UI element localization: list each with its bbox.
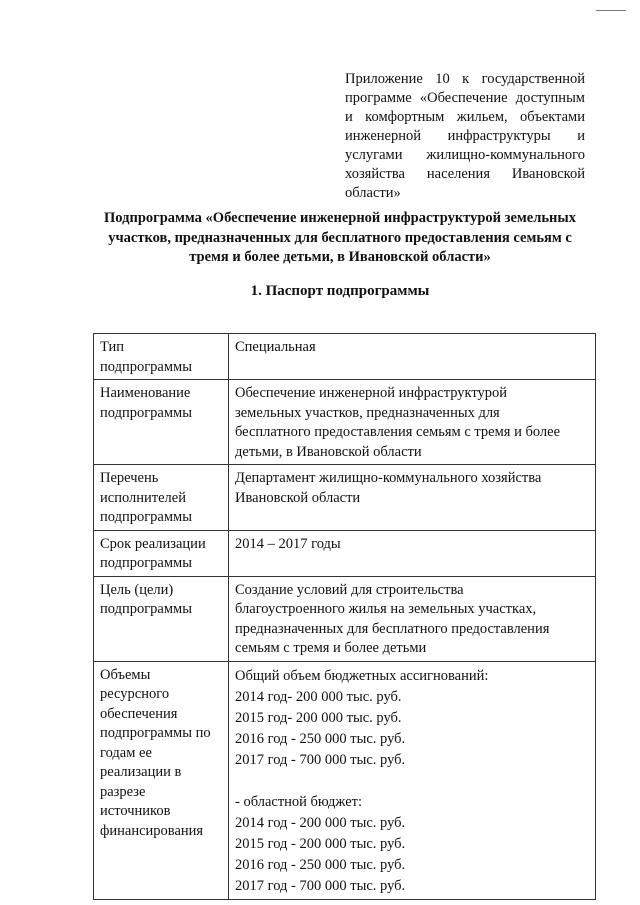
appendix-line: Приложение 10 к государственной — [345, 71, 585, 87]
row-label: Объемы ресурсного обеспечения подпрограммы по годам ее реализации в разрезе источников финансирования — [94, 661, 229, 899]
title-line: Подпрограмма «Обеспечение инженерной инфраструктурой земельных — [104, 210, 576, 226]
appendix-line: и комфортным жильем, объектами — [345, 109, 585, 125]
regional-heading: - областной бюджет: — [235, 793, 363, 810]
appendix-line: хозяйства населения Ивановской — [345, 166, 585, 182]
table-row — [94, 465, 596, 531]
section-heading: 1. Паспорт подпрограммы — [250, 283, 430, 299]
row-value: Обеспечение инженерной инфраструктурой земельных участков, предназначенных для бесплатного предоставления семьям с тремя и более детьми, в Ивановской области — [229, 380, 596, 465]
scan-artifact — [596, 10, 626, 11]
table-row — [94, 380, 596, 465]
row-value: Специальная — [229, 334, 596, 380]
row-value: Департамент жилищно-коммунального хозяйства Ивановской области — [229, 465, 596, 531]
regional-item: 2017 год - 700 000 тыс. руб. — [235, 877, 406, 894]
appendix-line: услугами жилищно-коммунального — [345, 147, 585, 163]
total-item: 2015 год- 200 000 тыс. руб. — [235, 709, 402, 726]
passport-table — [93, 333, 596, 900]
appendix-line: области» — [345, 185, 401, 201]
title-line: тремя и более детьми, в Ивановской области» — [189, 249, 491, 265]
row-value: Создание условий для строительства благоустроенного жилья на земельных участках, предназначенных для бесплатного предоставления семьям с тремя и более детьми — [229, 576, 596, 661]
total-item: 2017 год - 700 000 тыс. руб. — [235, 751, 406, 768]
appendix-line: программе «Обеспечение доступным — [345, 90, 585, 106]
regional-item: 2014 год - 200 000 тыс. руб. — [235, 814, 406, 831]
row-value: 2014 – 2017 годы — [229, 530, 596, 576]
table-row — [94, 530, 596, 576]
row-label: Цель (цели) подпрограммы — [94, 576, 229, 661]
appendix-note — [345, 70, 585, 203]
title-line: участков, предназначенных для бесплатного предоставления семьям с — [108, 229, 572, 246]
row-label: Перечень исполнителей подпрограммы — [94, 465, 229, 531]
total-item: 2014 год- 200 000 тыс. руб. — [235, 688, 402, 705]
regional-item: 2016 год - 250 000 тыс. руб. — [235, 856, 406, 873]
table-row — [94, 576, 596, 661]
appendix-line: инженерной инфраструктуры и — [345, 128, 585, 144]
subprogram-title — [80, 209, 600, 268]
total-item: 2016 год - 250 000 тыс. руб. — [235, 730, 406, 747]
row-label: Наименование подпрограммы — [94, 380, 229, 465]
table-row-funding — [94, 661, 596, 899]
row-label: Срок реализации подпрограммы — [94, 530, 229, 576]
funding-value — [229, 661, 596, 899]
row-label: Тип подпрограммы — [94, 334, 229, 380]
table-row — [94, 334, 596, 380]
total-heading: Общий объем бюджетных ассигнований: — [235, 667, 489, 684]
regional-item: 2015 год - 200 000 тыс. руб. — [235, 835, 406, 852]
